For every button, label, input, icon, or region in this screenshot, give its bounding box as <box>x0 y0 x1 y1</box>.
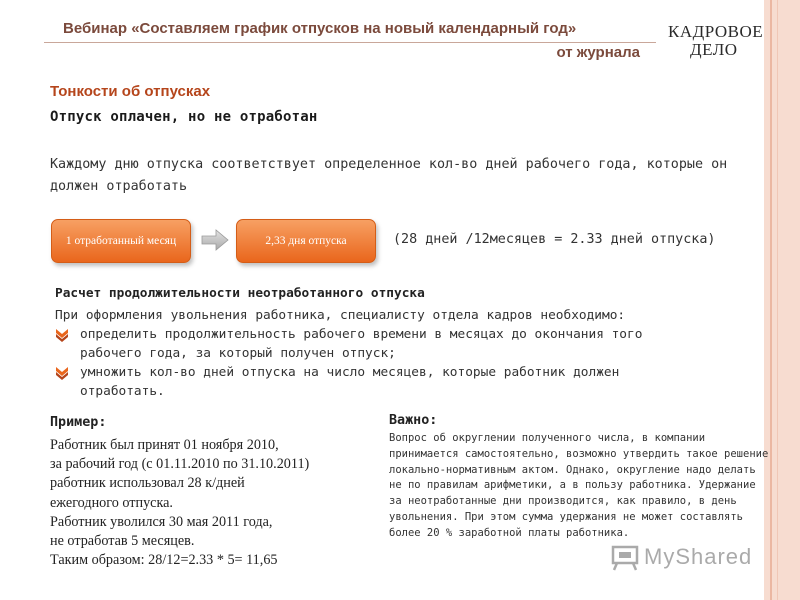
important-title: Важно: <box>389 413 438 428</box>
header-subtitle: от журнала <box>556 44 640 61</box>
list-item <box>55 363 695 401</box>
right-border-line <box>770 0 772 600</box>
intro-text: Каждому дню отпуска соответствует определенное кол-во дней рабочего года, которые он должен отработать <box>50 157 728 194</box>
flow-box-vacation-days-label: 2,33 дня отпуска <box>265 234 347 247</box>
flow-box-vacation-days <box>236 219 376 263</box>
kadrovoe-delo-logo <box>668 22 764 66</box>
example-line: не отработав 5 месяцев. <box>50 533 195 550</box>
example-line: работник использовал 28 к/дней <box>50 475 245 492</box>
formula-text: (28 дней /12месяцев = 2.33 дней отпуска) <box>393 232 716 247</box>
myshared-watermark <box>610 541 770 573</box>
calc-bullet-list <box>55 325 695 401</box>
example-line: за рабочий год (с 01.11.2010 по 31.10.2011) <box>50 456 310 473</box>
section-subtitle: Отпуск оплачен, но не отработан <box>50 109 318 125</box>
example-line: Работник был принят 01 ноября 2010, <box>50 437 279 453</box>
bullet-text: определить продолжительность рабочего времени в месяцах до окончания того рабочего года, за который получен отпуск; <box>80 327 643 361</box>
header-divider <box>44 42 656 43</box>
flow-box-worked-month-label: 1 отработанный месяц <box>65 234 177 247</box>
important-text: Вопрос об округлении полученного числа, в компании принимается самостоятельно, возможно утвердить такое решение локально-нормативным актом. Однако, округление надо делать не по правилам арифметики, а в пользу работника. Удержание за неотработанные дни производится, как правило, в день увольнения. При этом сумма удержания не может составлять более 20 % заработной платы работника. <box>389 432 769 539</box>
calc-title: Расчет продолжительности неотработанного отпуска <box>55 286 425 301</box>
header-title: Вебинар «Составляем график отпусков на новый календарный год» <box>63 20 577 37</box>
chevron-down-bullet-icon <box>55 366 69 380</box>
logo-line-2: ДЕЛО <box>690 40 738 59</box>
example-title: Пример: <box>50 415 107 430</box>
chevron-down-bullet-icon <box>55 328 69 342</box>
example-line: Работник уволился 30 мая 2011 года, <box>50 513 273 530</box>
section-title: Тонкости об отпусках <box>50 83 211 100</box>
bullet-text: умножить кол-во дней отпуска на число месяцев, которые работник должен отработать. <box>80 365 620 399</box>
list-item <box>55 325 695 363</box>
logo-line-1: КАДРОВОЕ <box>668 22 764 41</box>
example-line: Таким образом: 28/12=2.33 * 5= 11,65 <box>50 552 278 569</box>
flow-box-worked-month <box>51 219 191 263</box>
example-lines <box>50 436 380 570</box>
right-border-line-thin <box>777 0 778 600</box>
calc-intro: При оформления увольнения работника, специалисту отдела кадров необходимо: <box>55 308 626 323</box>
watermark-logo-icon <box>610 543 640 571</box>
example-line: ежегодного отпуска. <box>50 494 173 511</box>
watermark-text: MyShared <box>644 544 753 569</box>
arrow-right-icon <box>200 227 230 253</box>
